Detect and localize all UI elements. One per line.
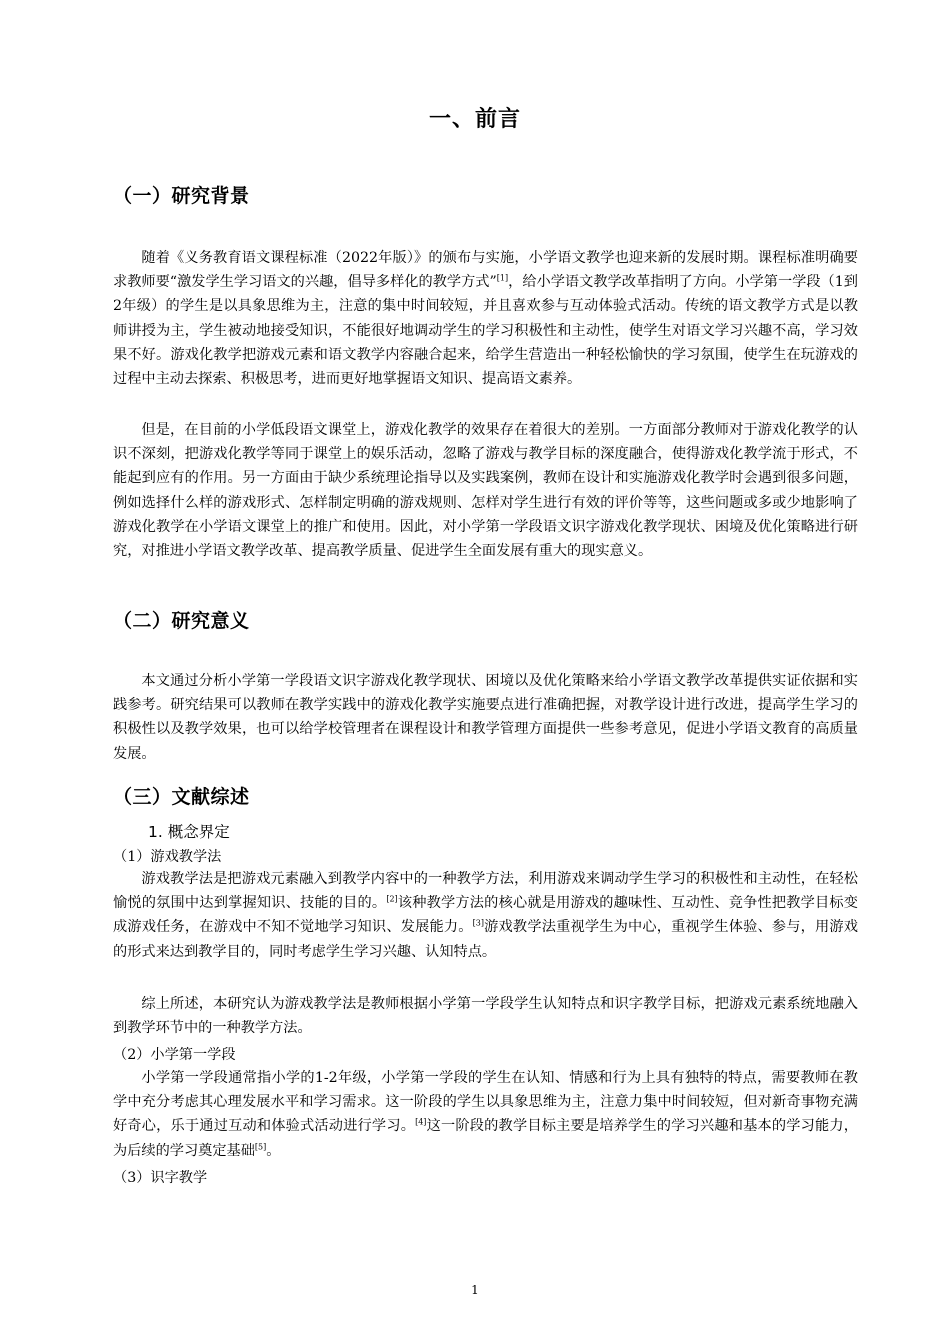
section-heading-significance: （二）研究意义 bbox=[113, 610, 250, 632]
citation-1: [1] bbox=[496, 273, 509, 283]
citation-5: [5] bbox=[254, 1141, 267, 1151]
citation-3: [3] bbox=[472, 918, 484, 928]
paragraph-first-stage: 小学第一学段通常指小学的1-2年级，小学第一学段的学生在认知、情感和行为上具有独特的特点，需要教师在教学中充分考虑其心理发展水平和学习需求。这一阶段的学生以具象思维为主，注意力集中时间较短，但对新奇事物充满好奇心，乐于通过互动和体验式活动进行学习。[4]这一阶段的教学目标主要是培养学生的学习兴趣和基本的学习能力，为后续的学习奠定基础[5]。 bbox=[113, 1070, 858, 1159]
subheading-concept-definition: 1. 概念界定 bbox=[148, 823, 230, 841]
paragraph-background-1: 随着《义务教育语文课程标准（2022年版）》的颁布与实施，小学语文教学也迎来新的发展时期。课程标准明确要求教师要“激发学生学习语文的兴趣，倡导多样化的教学方式”[1]，给小学语文教学改革指明了方向。小学第一学段（1到2年级）的学生是以具象思维为主，注意的集中时间较短，并且喜欢参与互动体验式活动。传统的语文教学方式是以教师讲授为主，学生被动地接受知识，不能很好地调动学生的学习积极性和主动性，使学生对语文学习兴趣不高，学习效果不好。游戏化教学把游戏元素和语文教学内容融合起来，给学生营造出一种轻松愉快的学习氛围，使学生在玩游戏的过程中主动去探索、积极思考，进而更好地掌握语文知识、提高语文素养。 bbox=[113, 250, 858, 388]
paragraph-significance: 本文通过分析小学第一学段语文识字游戏化教学现状、困境以及优化策略来给小学语文教学改革提供实证依据和实践参考。研究结果可以教师在教学实践中的游戏化教学实施要点进行准确把握，对教学设计进行改进，提高学生学习的积极性以及教学效果，也可以给学校管理者在课程设计和教学管理方面提供一些参考意见，促进小学语文教育的高质量发展。 bbox=[113, 673, 858, 762]
paragraph-game-teaching-1: 游戏教学法是把游戏元素融入到教学内容中的一种教学方法，利用游戏来调动学生学习的积极性和主动性，在轻松愉悦的氛围中达到掌握知识、技能的目的。[2]该种教学方法的核心就是用游戏的趣味性、互动性、竞争性把教学目标变成游戏任务，在游戏中不知不觉地学习知识、发展能力。[3]游戏教学法重视学生为中心，重视学生体验、参与，用游戏的形式来达到教学目的，同时考虑学生学习兴趣、认知特点。 bbox=[113, 871, 858, 960]
paragraph-game-teaching-2: 综上所述，本研究认为游戏教学法是教师根据小学第一学段学生认知特点和识字教学目标，把游戏元素系统地融入到教学环节中的一种教学方法。 bbox=[113, 996, 858, 1037]
section-heading-literature-review: （三）文献综述 bbox=[113, 786, 250, 808]
section-heading-background: （一）研究背景 bbox=[113, 185, 250, 207]
paragraph-background-2: 但是，在目前的小学低段语文课堂上，游戏化教学的效果存在着很大的差别。一方面部分教师对于游戏化教学的认识不深刻，把游戏化教学等同于课堂上的娱乐活动，忽略了游戏与教学目标的深度融合，使得游戏化教学流于形式，不能起到应有的作用。另一方面由于缺少系统理论指导以及实践案例，教师在设计和实施游戏化教学时会遇到很多问题，例如选择什么样的游戏形式、怎样制定明确的游戏规则、怎样对学生进行有效的评价等等，这些问题或多或少地影响了游戏化教学在小学语文课堂上的推广和使用。因此，对小学第一学段语文识字游戏化教学现状、困境及优化策略进行研究，对推进小学语文教学改革、提高教学质量、促进学生全面发展有重大的现实意义。 bbox=[113, 422, 858, 560]
item-label-game-teaching: （1）游戏教学法 bbox=[113, 849, 222, 865]
item-label-literacy-teaching: （3）识字教学 bbox=[113, 1170, 208, 1186]
citation-2: [2] bbox=[386, 894, 398, 904]
item-label-first-stage: （2）小学第一学段 bbox=[113, 1047, 236, 1063]
chapter-title: 一、前言 bbox=[428, 107, 521, 132]
page-number: 1 bbox=[471, 1283, 479, 1297]
citation-4: [4] bbox=[415, 1117, 427, 1127]
